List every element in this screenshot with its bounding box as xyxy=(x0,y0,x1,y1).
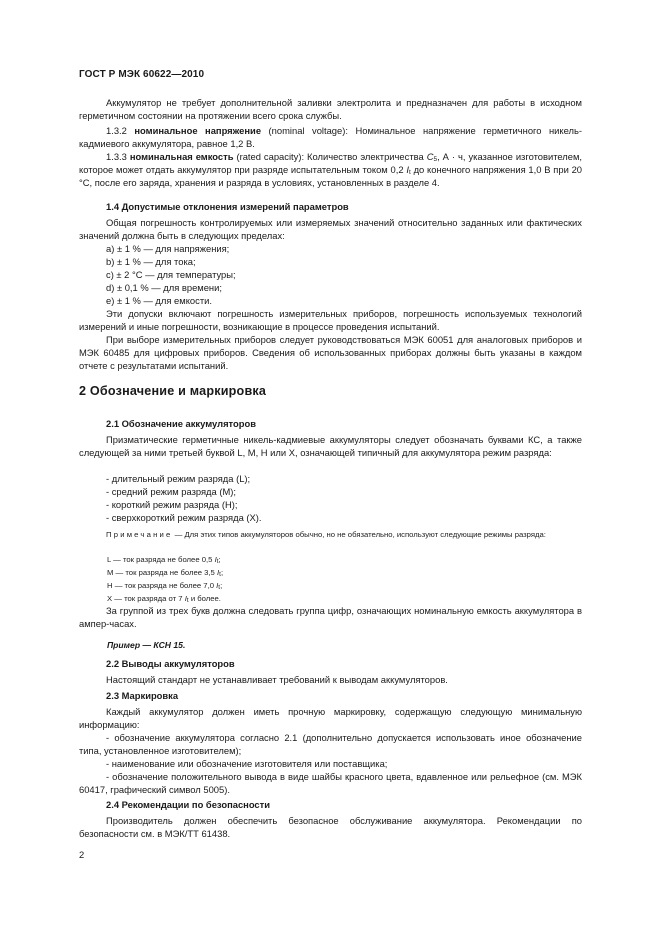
paragraph-tolerance-intro: Общая погрешность контролируемых или измеряемых значений относительно заданных или фактических значений должна быть в следующих пределах: xyxy=(79,217,582,242)
note-line: Н — ток разряда не более 7,0 $I_t$; xyxy=(107,581,223,591)
list-item: е) ± 1 % — для емкости. xyxy=(106,295,212,306)
paragraph-safety: Производитель должен обеспечить безопасное обслуживание аккумулятора. Рекомендации по безопасности см. в МЭК/ТТ 61438. xyxy=(79,815,582,840)
paragraph-intro: Аккумулятор не требует дополнительной заливки электролита и предназначен для работы в исходном герметичном состоянии на протяжении всего срока службы. xyxy=(79,97,582,122)
note-line: М — ток разряда не более 3,5 $I_t$; xyxy=(107,568,224,578)
section-2-2-heading: 2.2 Выводы аккумуляторов xyxy=(106,658,235,669)
list-item: с) ± 2 °С — для температуры; xyxy=(106,269,236,280)
section-2-1-heading: 2.1 Обозначение аккумуляторов xyxy=(106,418,256,429)
list-item: - короткий режим разряда (Н); xyxy=(106,499,238,510)
document-header: ГОСТ Р МЭК 60622—2010 xyxy=(79,69,205,80)
list-item: - длительный режим разряда (L); xyxy=(106,473,251,484)
section-2-4-heading: 2.4 Рекомендации по безопасности xyxy=(106,799,270,810)
paragraph-1-3-2: 1.3.2 номинальное напряжение (nominal voltage): Номинальное напряжение герметичного никель-кадмиевого аккумулятора, равное 1,2 В. xyxy=(79,125,582,150)
paragraph-tolerances-note: Эти допуски включают погрешность измерительных приборов, погрешность используемых технологий измерений и иные погрешности, возникающие в процессе проведения испытаний. xyxy=(79,308,582,333)
list-item: b) ± 1 % — для тока; xyxy=(106,256,196,267)
section-1-4-heading: 1.4 Допустимые отклонения измерений параметров xyxy=(106,201,349,212)
example-text: Пример — КСН 15. xyxy=(107,640,186,650)
list-item: - наименование или обозначение изготовителя или поставщика; xyxy=(106,758,388,769)
list-item: - сверхкороткий режим разряда (Х). xyxy=(106,512,262,523)
list-item: - обозначение аккумулятора согласно 2.1 (дополнительно допускается использовать иное обозначение типа, установленное изготовителем); xyxy=(79,732,582,757)
paragraph-digits: За группой из трех букв должна следовать группа цифр, означающих номинальную емкость аккумулятора в ампер-часах. xyxy=(79,605,582,630)
list-item: - средний режим разряда (М); xyxy=(106,486,236,497)
paragraph-instruments: При выборе измерительных приборов следует руководствоваться МЭК 60051 для аналоговых приборов и МЭК 60485 для цифровых приборов. Сведения об использованных приборах должны быть указаны в каждом отчете с результатами испытаний. xyxy=(79,334,582,372)
list-item: а) ± 1 % — для напряжения; xyxy=(106,243,230,254)
note-line: L — ток разряда не более 0,5 $I_t$; xyxy=(107,555,221,565)
section-2-3-heading: 2.3 Маркировка xyxy=(106,690,179,701)
list-item: d) ± 0,1 % — для времени; xyxy=(106,282,222,293)
page-number: 2 xyxy=(79,849,85,860)
section-2-heading: 2 Обозначение и маркировка xyxy=(79,384,267,398)
note-block: Примечание — Для этих типов аккумуляторов обычно, но не обязательно, используют следующие режимы разряда: xyxy=(106,530,546,539)
note-line: Х — ток разряда от 7 $I_t$ и более. xyxy=(107,594,221,604)
paragraph-terminals: Настоящий стандарт не устанавливает требований к выводам аккумуляторов. xyxy=(106,674,448,685)
paragraph-marking: Каждый аккумулятор должен иметь прочную маркировку, содержащую следующую минимальную информацию: xyxy=(79,706,582,731)
paragraph-designation: Призматические герметичные никель-кадмиевые аккумуляторы следует обозначать буквами КС, а также следующей за ними третьей буквой L, М, Н или Х, означающей типичный для аккумулятора режим разряда: xyxy=(79,434,582,459)
list-item: - обозначение положительного вывода в виде шайбы красного цвета, вдавленное или рельефное (см. МЭК 60417, графический символ 5005). xyxy=(79,771,582,796)
paragraph-1-3-3: 1.3.3 номинальная емкость (rated capacity): Количество электричества $C_5$, А · ч, указанное изготовителем, которое может отдать аккумулятор при разряде испытательным током 0,2 $I_t$ до конечного напряжения 1,0 В при 20 °С, после его заряда, хранения и разряда в условиях, установленных в разделе 4. xyxy=(79,151,583,189)
